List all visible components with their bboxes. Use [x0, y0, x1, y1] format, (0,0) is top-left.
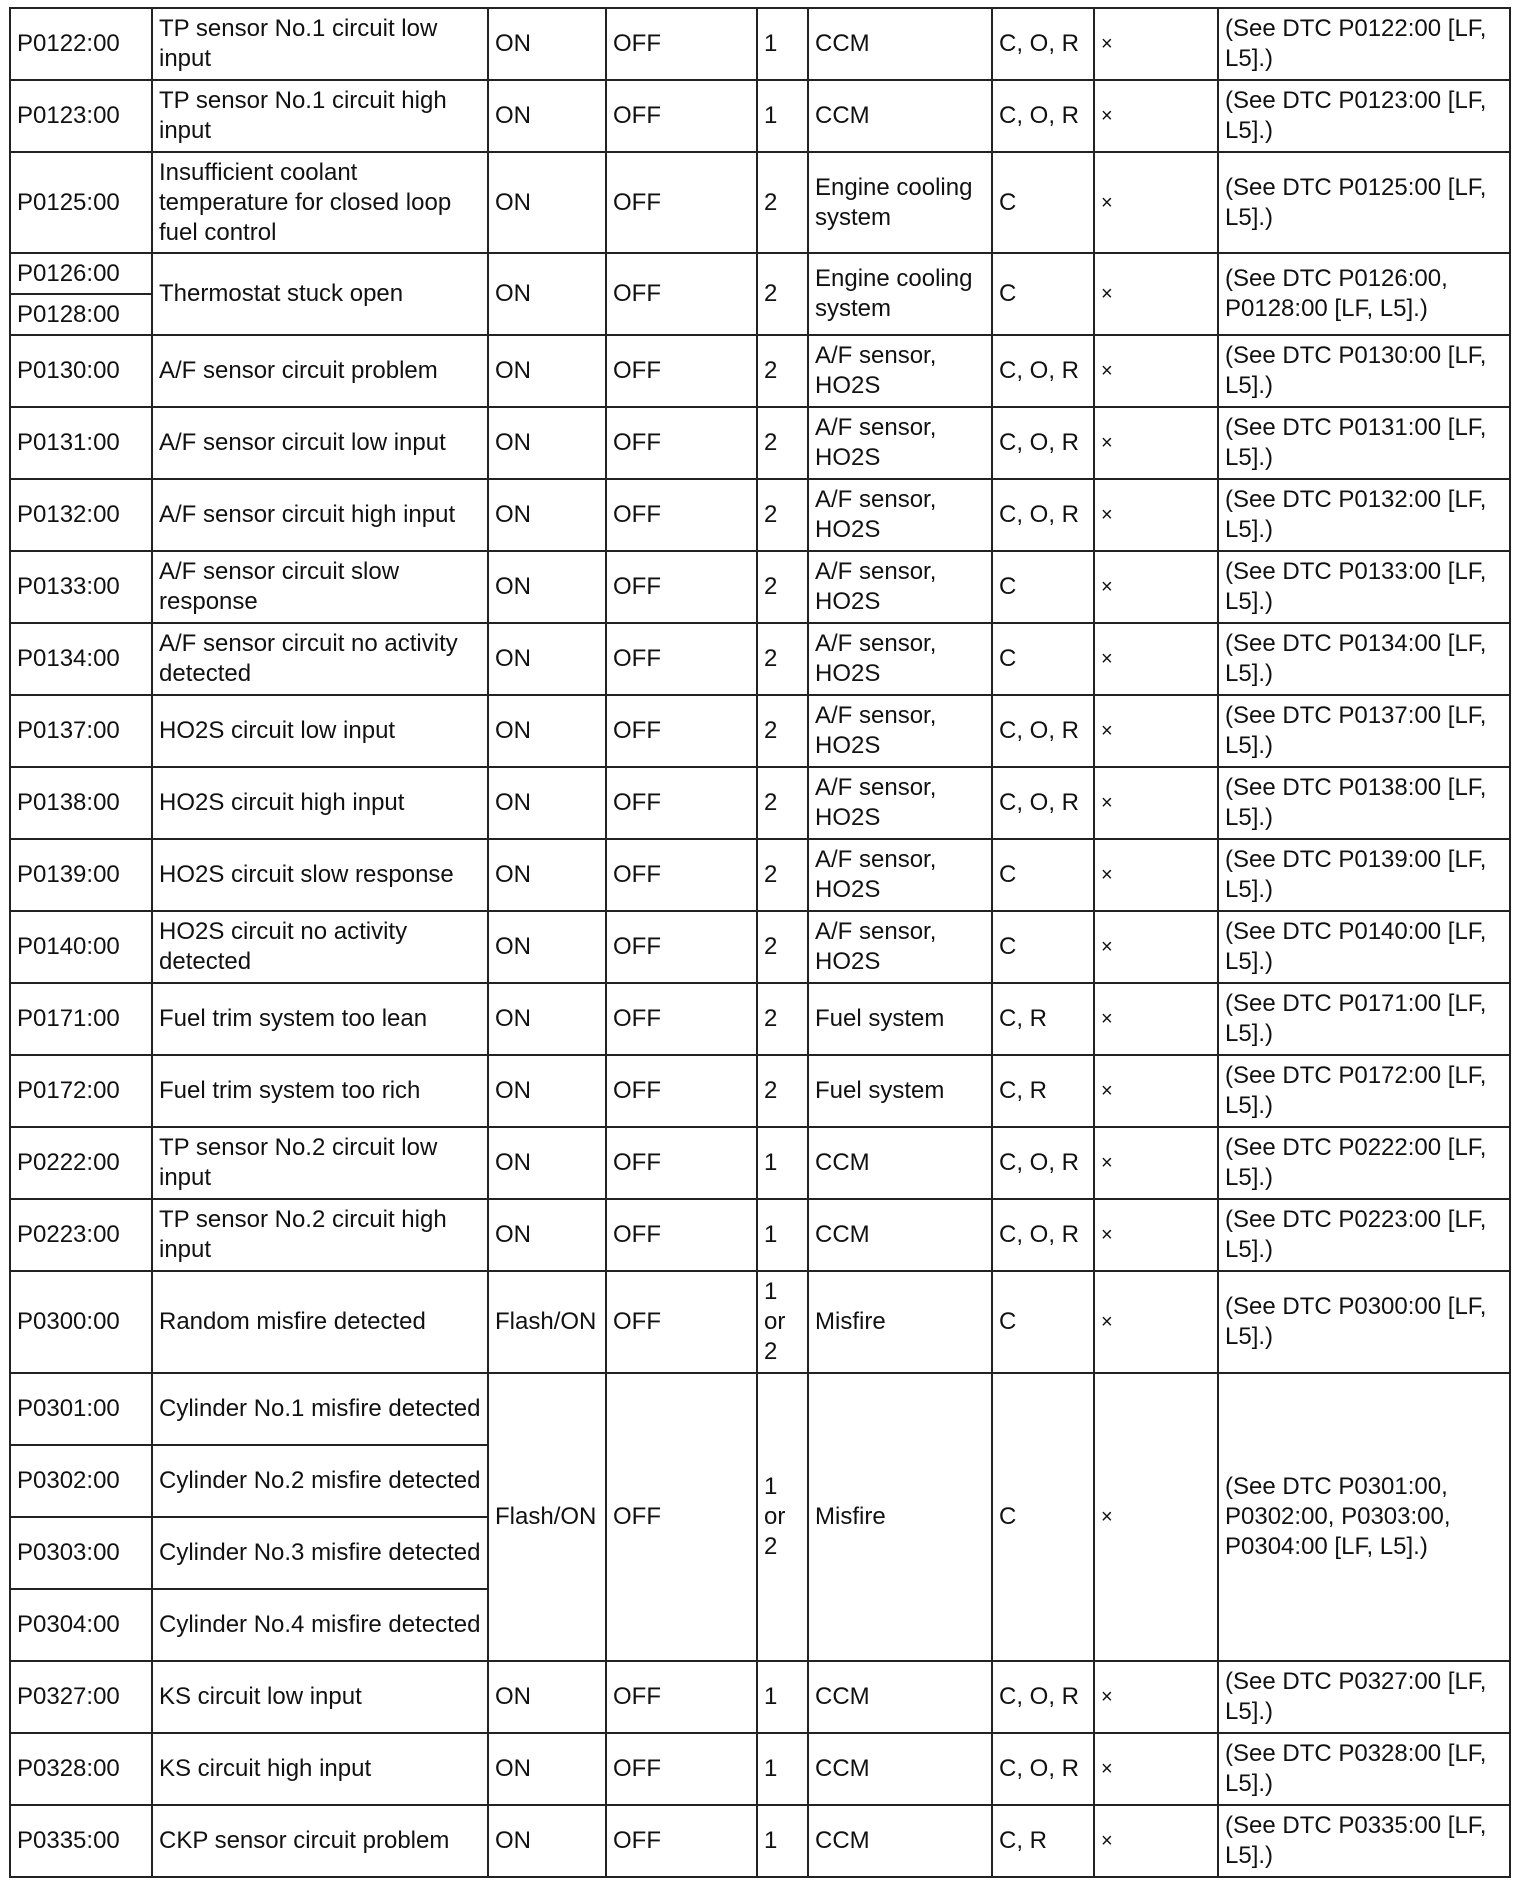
dtc-code-cell: P0301:00	[10, 1373, 152, 1445]
mil-status-cell: ON	[488, 8, 606, 80]
table-row	[10, 911, 1510, 983]
drive-cycle-cell: 1	[757, 1199, 808, 1271]
table-row	[10, 839, 1510, 911]
reference-cell: (See DTC P0131:00 [LF, L5].)	[1218, 407, 1510, 479]
reference-cell: (See DTC P0223:00 [LF, L5].)	[1218, 1199, 1510, 1271]
memory-function-cell: ×	[1094, 407, 1218, 479]
dtc-code-cell: P0335:00	[10, 1805, 152, 1877]
description-cell: Random misfire detected	[152, 1271, 488, 1373]
monitor-item-cell: A/F sensor, HO2S	[808, 767, 992, 839]
mil-status-cell: Flash/ON	[488, 1373, 606, 1661]
dtc-code-cell: P0172:00	[10, 1055, 152, 1127]
memory-function-cell: ×	[1094, 335, 1218, 407]
self-test-cell: C	[992, 253, 1094, 335]
self-test-cell: C, O, R	[992, 1199, 1094, 1271]
monitor-item-cell: Engine cooling system	[808, 253, 992, 335]
monitor-item-cell: Engine cooling system	[808, 152, 992, 253]
reference-cell: (See DTC P0171:00 [LF, L5].)	[1218, 983, 1510, 1055]
monitor-item-cell: CCM	[808, 1661, 992, 1733]
mil-off-cell: OFF	[606, 1733, 757, 1805]
dtc-table-body	[10, 8, 1510, 1877]
table-row	[10, 695, 1510, 767]
reference-cell: (See DTC P0137:00 [LF, L5].)	[1218, 695, 1510, 767]
monitor-item-cell: A/F sensor, HO2S	[808, 911, 992, 983]
description-cell: Cylinder No.2 misfire detected	[152, 1445, 488, 1517]
description-cell: HO2S circuit high input	[152, 767, 488, 839]
reference-cell: (See DTC P0122:00 [LF, L5].)	[1218, 8, 1510, 80]
drive-cycle-cell: 1	[757, 1127, 808, 1199]
memory-function-cell: ×	[1094, 1661, 1218, 1733]
monitor-item-cell: Fuel system	[808, 983, 992, 1055]
table-row	[10, 1127, 1510, 1199]
drive-cycle-cell: 1	[757, 1733, 808, 1805]
dtc-code-cell: P0327:00	[10, 1661, 152, 1733]
dtc-code-cell: P0328:00	[10, 1733, 152, 1805]
dtc-code-cell: P0137:00	[10, 695, 152, 767]
monitor-item-cell: A/F sensor, HO2S	[808, 407, 992, 479]
description-cell: Cylinder No.4 misfire detected	[152, 1589, 488, 1661]
mil-status-cell: ON	[488, 407, 606, 479]
description-cell: Thermostat stuck open	[152, 253, 488, 335]
mil-off-cell: OFF	[606, 1199, 757, 1271]
description-cell: TP sensor No.2 circuit high input	[152, 1199, 488, 1271]
drive-cycle-cell: 2	[757, 839, 808, 911]
dtc-code-cell: P0132:00	[10, 479, 152, 551]
drive-cycle-cell: 2	[757, 767, 808, 839]
table-row	[10, 80, 1510, 152]
monitor-item-cell: A/F sensor, HO2S	[808, 623, 992, 695]
mil-off-cell: OFF	[606, 152, 757, 253]
table-row	[10, 1055, 1510, 1127]
memory-function-cell: ×	[1094, 839, 1218, 911]
reference-cell: (See DTC P0300:00 [LF, L5].)	[1218, 1271, 1510, 1373]
reference-cell: (See DTC P0140:00 [LF, L5].)	[1218, 911, 1510, 983]
dtc-code-cell: P0128:00	[10, 294, 152, 335]
reference-cell: (See DTC P0134:00 [LF, L5].)	[1218, 623, 1510, 695]
self-test-cell: C	[992, 839, 1094, 911]
drive-cycle-cell: 1	[757, 80, 808, 152]
description-cell: TP sensor No.1 circuit high input	[152, 80, 488, 152]
reference-cell: (See DTC P0125:00 [LF, L5].)	[1218, 152, 1510, 253]
dtc-code-cell: P0123:00	[10, 80, 152, 152]
drive-cycle-cell: 1 or 2	[757, 1271, 808, 1373]
reference-cell: (See DTC P0123:00 [LF, L5].)	[1218, 80, 1510, 152]
memory-function-cell: ×	[1094, 253, 1218, 335]
reference-cell: (See DTC P0172:00 [LF, L5].)	[1218, 1055, 1510, 1127]
drive-cycle-cell: 1	[757, 1805, 808, 1877]
dtc-code-cell: P0130:00	[10, 335, 152, 407]
memory-function-cell: ×	[1094, 695, 1218, 767]
mil-status-cell: ON	[488, 80, 606, 152]
memory-function-cell: ×	[1094, 479, 1218, 551]
description-cell: Fuel trim system too lean	[152, 983, 488, 1055]
mil-off-cell: OFF	[606, 911, 757, 983]
drive-cycle-cell: 2	[757, 152, 808, 253]
mil-status-cell: ON	[488, 1199, 606, 1271]
table-row	[10, 1805, 1510, 1877]
memory-function-cell: ×	[1094, 1271, 1218, 1373]
description-cell: TP sensor No.2 circuit low input	[152, 1127, 488, 1199]
self-test-cell: C, O, R	[992, 335, 1094, 407]
monitor-item-cell: CCM	[808, 80, 992, 152]
self-test-cell: C	[992, 1271, 1094, 1373]
description-cell: Cylinder No.1 misfire detected	[152, 1373, 488, 1445]
mil-status-cell: ON	[488, 253, 606, 335]
table-row	[10, 1199, 1510, 1271]
self-test-cell: C, O, R	[992, 1733, 1094, 1805]
self-test-cell: C, O, R	[992, 80, 1094, 152]
drive-cycle-cell: 2	[757, 253, 808, 335]
dtc-code-cell: P0131:00	[10, 407, 152, 479]
drive-cycle-cell: 2	[757, 551, 808, 623]
memory-function-cell: ×	[1094, 767, 1218, 839]
mil-off-cell: OFF	[606, 1127, 757, 1199]
mil-status-cell: ON	[488, 1055, 606, 1127]
memory-function-cell: ×	[1094, 152, 1218, 253]
description-cell: A/F sensor circuit slow response	[152, 551, 488, 623]
mil-status-cell: ON	[488, 911, 606, 983]
dtc-code-cell: P0138:00	[10, 767, 152, 839]
monitor-item-cell: A/F sensor, HO2S	[808, 695, 992, 767]
mil-status-cell: ON	[488, 983, 606, 1055]
dtc-code-cell: P0223:00	[10, 1199, 152, 1271]
reference-cell: (See DTC P0222:00 [LF, L5].)	[1218, 1127, 1510, 1199]
monitor-item-cell: CCM	[808, 1127, 992, 1199]
dtc-code-cell: P0122:00	[10, 8, 152, 80]
mil-off-cell: OFF	[606, 80, 757, 152]
dtc-code-cell: P0125:00	[10, 152, 152, 253]
mil-off-cell: OFF	[606, 1661, 757, 1733]
drive-cycle-cell: 2	[757, 911, 808, 983]
table-row	[10, 1373, 1510, 1445]
table-row	[10, 623, 1510, 695]
reference-cell: (See DTC P0327:00 [LF, L5].)	[1218, 1661, 1510, 1733]
table-row	[10, 253, 1510, 294]
memory-function-cell: ×	[1094, 1055, 1218, 1127]
mil-off-cell: OFF	[606, 1373, 757, 1661]
table-row	[10, 1271, 1510, 1373]
mil-off-cell: OFF	[606, 335, 757, 407]
table-row	[10, 983, 1510, 1055]
monitor-item-cell: A/F sensor, HO2S	[808, 551, 992, 623]
table-row	[10, 479, 1510, 551]
reference-cell: (See DTC P0139:00 [LF, L5].)	[1218, 839, 1510, 911]
dtc-code-cell: P0126:00	[10, 253, 152, 294]
mil-status-cell: ON	[488, 839, 606, 911]
dtc-code-cell: P0222:00	[10, 1127, 152, 1199]
memory-function-cell: ×	[1094, 1373, 1218, 1661]
drive-cycle-cell: 2	[757, 983, 808, 1055]
self-test-cell: C, O, R	[992, 8, 1094, 80]
description-cell: A/F sensor circuit problem	[152, 335, 488, 407]
reference-cell: (See DTC P0133:00 [LF, L5].)	[1218, 551, 1510, 623]
self-test-cell: C	[992, 911, 1094, 983]
self-test-cell: C, O, R	[992, 1661, 1094, 1733]
table-row	[10, 407, 1510, 479]
mil-status-cell: ON	[488, 152, 606, 253]
monitor-item-cell: Misfire	[808, 1373, 992, 1661]
drive-cycle-cell: 2	[757, 479, 808, 551]
table-row	[10, 1661, 1510, 1733]
dtc-code-cell: P0303:00	[10, 1517, 152, 1589]
table-row	[10, 8, 1510, 80]
description-cell: HO2S circuit low input	[152, 695, 488, 767]
mil-status-cell: ON	[488, 1127, 606, 1199]
table-row	[10, 767, 1510, 839]
description-cell: Cylinder No.3 misfire detected	[152, 1517, 488, 1589]
description-cell: A/F sensor circuit low input	[152, 407, 488, 479]
memory-function-cell: ×	[1094, 1127, 1218, 1199]
mil-status-cell: ON	[488, 1733, 606, 1805]
monitor-item-cell: CCM	[808, 1199, 992, 1271]
description-cell: HO2S circuit slow response	[152, 839, 488, 911]
self-test-cell: C, O, R	[992, 479, 1094, 551]
self-test-cell: C, O, R	[992, 407, 1094, 479]
mil-status-cell: ON	[488, 551, 606, 623]
self-test-cell: C	[992, 551, 1094, 623]
self-test-cell: C, R	[992, 1805, 1094, 1877]
reference-cell: (See DTC P0130:00 [LF, L5].)	[1218, 335, 1510, 407]
dtc-code-cell: P0134:00	[10, 623, 152, 695]
mil-status-cell: ON	[488, 1661, 606, 1733]
drive-cycle-cell: 2	[757, 335, 808, 407]
reference-cell: (See DTC P0328:00 [LF, L5].)	[1218, 1733, 1510, 1805]
mil-off-cell: OFF	[606, 8, 757, 80]
memory-function-cell: ×	[1094, 911, 1218, 983]
self-test-cell: C, O, R	[992, 1127, 1094, 1199]
mil-off-cell: OFF	[606, 767, 757, 839]
description-cell: A/F sensor circuit no activity detected	[152, 623, 488, 695]
dtc-code-cell: P0139:00	[10, 839, 152, 911]
description-cell: KS circuit high input	[152, 1733, 488, 1805]
self-test-cell: C	[992, 152, 1094, 253]
description-cell: HO2S circuit no activity detected	[152, 911, 488, 983]
mil-status-cell: Flash/ON	[488, 1271, 606, 1373]
description-cell: A/F sensor circuit high input	[152, 479, 488, 551]
mil-off-cell: OFF	[606, 1271, 757, 1373]
memory-function-cell: ×	[1094, 8, 1218, 80]
dtc-code-cell: P0300:00	[10, 1271, 152, 1373]
monitor-item-cell: Fuel system	[808, 1055, 992, 1127]
mil-off-cell: OFF	[606, 479, 757, 551]
reference-cell: (See DTC P0301:00, P0302:00, P0303:00, P0304:00 [LF, L5].)	[1218, 1373, 1510, 1661]
reference-cell: (See DTC P0138:00 [LF, L5].)	[1218, 767, 1510, 839]
table-row	[10, 335, 1510, 407]
table-row	[10, 551, 1510, 623]
mil-off-cell: OFF	[606, 551, 757, 623]
self-test-cell: C	[992, 623, 1094, 695]
monitor-item-cell: A/F sensor, HO2S	[808, 839, 992, 911]
drive-cycle-cell: 1 or 2	[757, 1373, 808, 1661]
description-cell: TP sensor No.1 circuit low input	[152, 8, 488, 80]
mil-status-cell: ON	[488, 1805, 606, 1877]
memory-function-cell: ×	[1094, 80, 1218, 152]
dtc-code-cell: P0140:00	[10, 911, 152, 983]
table-row	[10, 152, 1510, 253]
mil-off-cell: OFF	[606, 1055, 757, 1127]
dtc-code-cell: P0304:00	[10, 1589, 152, 1661]
monitor-item-cell: A/F sensor, HO2S	[808, 479, 992, 551]
self-test-cell: C	[992, 1373, 1094, 1661]
mil-off-cell: OFF	[606, 983, 757, 1055]
dtc-code-cell: P0302:00	[10, 1445, 152, 1517]
memory-function-cell: ×	[1094, 623, 1218, 695]
mil-status-cell: ON	[488, 767, 606, 839]
description-cell: Fuel trim system too rich	[152, 1055, 488, 1127]
drive-cycle-cell: 2	[757, 407, 808, 479]
mil-status-cell: ON	[488, 623, 606, 695]
table-row	[10, 1733, 1510, 1805]
memory-function-cell: ×	[1094, 1199, 1218, 1271]
dtc-code-cell: P0133:00	[10, 551, 152, 623]
drive-cycle-cell: 1	[757, 1661, 808, 1733]
drive-cycle-cell: 2	[757, 695, 808, 767]
memory-function-cell: ×	[1094, 551, 1218, 623]
description-cell: CKP sensor circuit problem	[152, 1805, 488, 1877]
memory-function-cell: ×	[1094, 983, 1218, 1055]
mil-off-cell: OFF	[606, 695, 757, 767]
monitor-item-cell: CCM	[808, 1733, 992, 1805]
mil-status-cell: ON	[488, 479, 606, 551]
drive-cycle-cell: 2	[757, 623, 808, 695]
self-test-cell: C, R	[992, 983, 1094, 1055]
memory-function-cell: ×	[1094, 1805, 1218, 1877]
drive-cycle-cell: 2	[757, 1055, 808, 1127]
reference-cell: (See DTC P0335:00 [LF, L5].)	[1218, 1805, 1510, 1877]
mil-off-cell: OFF	[606, 1805, 757, 1877]
monitor-item-cell: CCM	[808, 8, 992, 80]
monitor-item-cell: A/F sensor, HO2S	[808, 335, 992, 407]
reference-cell: (See DTC P0126:00, P0128:00 [LF, L5].)	[1218, 253, 1510, 335]
mil-status-cell: ON	[488, 695, 606, 767]
mil-off-cell: OFF	[606, 839, 757, 911]
reference-cell: (See DTC P0132:00 [LF, L5].)	[1218, 479, 1510, 551]
mil-status-cell: ON	[488, 335, 606, 407]
dtc-code-cell: P0171:00	[10, 983, 152, 1055]
mil-off-cell: OFF	[606, 407, 757, 479]
description-cell: KS circuit low input	[152, 1661, 488, 1733]
dtc-table	[9, 7, 1511, 1878]
monitor-item-cell: Misfire	[808, 1271, 992, 1373]
self-test-cell: C, R	[992, 1055, 1094, 1127]
monitor-item-cell: CCM	[808, 1805, 992, 1877]
memory-function-cell: ×	[1094, 1733, 1218, 1805]
mil-off-cell: OFF	[606, 253, 757, 335]
description-cell: Insufficient coolant temperature for closed loop fuel control	[152, 152, 488, 253]
mil-off-cell: OFF	[606, 623, 757, 695]
self-test-cell: C, O, R	[992, 767, 1094, 839]
drive-cycle-cell: 1	[757, 8, 808, 80]
self-test-cell: C, O, R	[992, 695, 1094, 767]
